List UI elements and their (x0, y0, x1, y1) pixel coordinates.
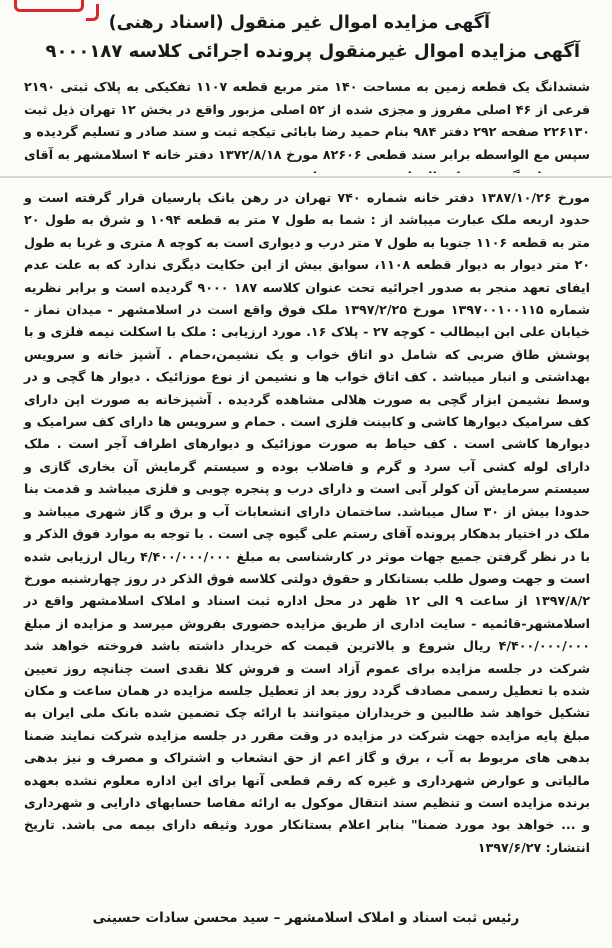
red-stamp-mark (14, 0, 84, 12)
clipping-seam (0, 173, 612, 185)
intro-paragraph: ششدانگ یک قطعه زمین به مساحت ۱۴۰ متر مربع قطعه ۱۱۰۷ تفکیکی به پلاک ثبتی ۲۱۹۰ فرعی از ۴۶ اصلی مفروز و مجزی شده از ۵۲ اصلی مزبور واقع در بخش ۱۲ تهران ذیل ثبت ۲۲۶۱۳۰ صفحه ۲۹۲ دفتر ۹۸۴ بنام حمید رضا بابائی تیکجه ثبت و سند صادر و تسلیم گردیده و سپس مع الواسطه برابر سند قطعی ۸۲۶۰۶ مورخ ۱۳۷۲/۸/۱۸ دفتر خانه ۴ اسلامشهر به آقای (24, 79, 591, 162)
notice-subtitle: آگهی مزایده اموال غیرمنقول پرونده اجرائی کلاسه ۹۰۰۰۱۸۷ (45, 41, 580, 62)
body-paragraph: مورخ ۱۳۸۷/۱۰/۲۶ دفتر خانه شماره ۷۴۰ تهران در رهن بانک پارسیان قرار گرفته است و حدود اربعه ملک عبارت میباشد از : شما به طول ۷ متر به قطعه ۱۰۹۴ و شرق به طول ۲۰ متر به قطعه ۱۱۰۶ جنوبا به طول ۷ متر درب و دیواری است به کوچه ۸ متری و غربا به طول ۲۰ متر دیوار به دیوار قطعه ۱۱۰۸، سوابق بیش از این حکایت دیگری ندارد که به علت عدم ایفای تعهد منجر به صدور اجرائیه تحت عنوان کلاسه ۱۸۷ ۹۰۰۰ گردیده است و برابر نظریه شماره ۱۳۹۷۰۰۱۰۰۱۱۵ مورخ ۱۳۹۷/۲/۲۵ ملک فوق واقع است در اسلامشهر - میدان نماز - خیابان علی ابن ابیطالب - کوچه ۲۷ - پلاک ۱۶. مورد ارزیابی : ملک با اسکلت نیمه فلزی و با پوشش طاق ضربی که شامل دو اتاق خواب و یک نشیمن،حمام . آشپز خانه و سرویس بهداشتی و انبار میباشد . کف اتاق خواب ها و نشیمن از نوع موزائیک . دیوار ها گچی و در وسط نشیمن ابزار گچی به صورت هلالی مشاهده گردیده . آشپزخانه به صورت اپن دارای کف سرامیک دیوارها کاشی و کابینت فلزی است . حمام و سرویس ها دارای کف سرامیک و دیوارها کاشی است . کف حیاط به صورت موزائیک و دیوارهای اطراف آجر است . ملک دارای لوله کشی آب سرد و گرم و فاضلاب بوده و سیستم گرمایش آن بخاری گازی و سیستم سرمایش آن کولر آبی است و دارای درب و پنجره چوبی و فلزی میباشد و قدمت بنا حدودا بیش از ۳۰ سال میباشد. ساختمان دارای انشعابات آب و برق و گاز شهری میباشد و ملک در اختیار بدهکار پرونده آقای رستم علی گیوه چی است . با توجه به موارد فوق الذکر و با در نظر گرفتن جمیع جهات موثر در کارشناسی به مبلغ ۴/۴۰۰/۰۰۰/۰۰۰ ریال ارزیابی شده است و جهت وصول طلب بستانکار و حقوق دولتی کلاسه فوق الذکر در روز چهارشنبه مورخ ۱۳۹۷/۸/۲ از ساعت ۹ الی ۱۲ ظهر در محل اداره ثبت اسناد و املاک اسلامشهر واقع در اسلامشهر-قائمیه - سایت اداری از طریق مزایده حضوری بفروش میرسد و مزایده از مبلغ ۴/۴۰۰/۰۰۰/۰۰۰ ریال شروع و بالاترین قیمت که خریدار داشته باشد فروخته خواهد شد شرکت در جلسه مزایده برای عموم آزاد است و فروش کلا نقدی است چنانچه روز تعیین شده با تعطیل رسمی مصادف گردد روز بعد از تعطیل جلسه مزایده در همان ساعت و مکان تشکیل خواهد شد طالبین و خریداران میتوانند با ارائه چک تضمین شده بانک ملی ایران به مبلغ پایه مزایده جهت شرکت در مزایده در وقت مقرر در جلسه مزایده شرکت نمایند ضمنا بدهی های مربوط به آب ، برق و گاز اعم از حق انشعاب و اشتراک و مصرف و نیز بدهی مالیاتی و عوارض شهرداری و غیره که رقم قطعی آنها برای این اداره معلوم نشده بعهده برنده مزایده است و تنظیم سند انتقال موکول به ارائه مفاصا حسابهای دارایی و شهرداری و ... خواهد بود مورد ضمنا" بنابر اعلام بستانکار مورد وثیقه دارای بیمه می باشد. تاریخ انتشار: ۱۳۹۷/۶/۲۷ (24, 190, 591, 855)
signature-line: رئیس ثبت اسناد و املاک اسلامشهر – سید محسن سادات حسینی (92, 910, 520, 926)
notice-title: آگهی مزایده اموال غیر منقول (اسناد رهنی) (108, 13, 490, 33)
red-stamp-tail (86, 4, 99, 21)
